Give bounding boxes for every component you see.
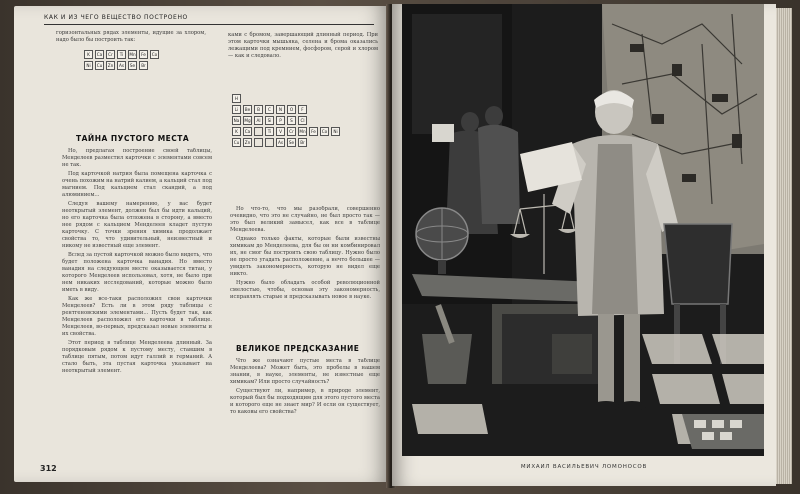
page-number: 312	[40, 464, 57, 473]
table1-row	[84, 50, 159, 59]
element-card: Cu	[233, 140, 240, 145]
col2-body-b	[230, 358, 380, 466]
element-card: Se	[129, 63, 136, 68]
paragraph: Существуют ли, например, в природе элемент, который был бы подходящим для этого пустого места и которого еще не знает мир? И если он существует, то каковы его свойства?	[230, 388, 380, 415]
table2-row	[232, 138, 340, 147]
element-card: S	[287, 116, 296, 125]
illustration-caption: МИХАИЛ ВАСИЛЬЕВИЧ ЛОМОНОСОВ	[520, 464, 648, 470]
element-card: Cl	[298, 116, 307, 125]
element-card: Si	[265, 116, 274, 125]
empty-element-card	[265, 138, 274, 147]
element-card: F	[298, 105, 307, 114]
element-card: P	[276, 116, 285, 125]
empty-element-card	[254, 138, 263, 147]
element-card: Ni	[331, 127, 340, 136]
element-card: Be	[244, 107, 251, 112]
paragraph: Нужно было обладать особой революционной смелостью, чтобы, основав эту закономерность, исправлять старые и предсказывать новое в науке.	[230, 280, 380, 300]
section-heading-1: ТАЙНА ПУСТОГО МЕСТА	[76, 134, 190, 143]
element-card: Cu	[96, 63, 103, 68]
col2-top-text: ками с бромом, завершающий длинный период. При этом карточки мышьяка, селена и брома оказались лежащими под кремнием, фосфором, серой и хлором — как и следовало.	[228, 32, 378, 59]
element-card: As	[277, 140, 284, 145]
element-card: Cr	[106, 50, 115, 59]
right-page	[392, 4, 776, 486]
element-card: Co	[151, 52, 158, 57]
element-card: Se	[288, 140, 295, 145]
paragraph: Однако только факты, которые были известны химикам до Менделеева, для бы он ни комбинировал их, не смог бы построить свою таблицу. Нужно было не просто угадать расположение, а нечто большее — увидеть закономерность, которую не видел еще никто.	[230, 236, 380, 277]
element-card: Zn	[107, 63, 114, 68]
element-table-1	[84, 50, 159, 70]
element-card: Mn	[299, 129, 306, 134]
element-card: Fe	[139, 50, 148, 59]
element-card: H	[232, 94, 241, 103]
paragraph: Но что-то, что мы разобрали, совершенно очевидно, что это не случайно, не был просто так — это был великий замысел, как все в таблице Менделеева.	[230, 206, 380, 233]
element-card: Zn	[244, 140, 251, 145]
element-card: K	[84, 50, 93, 59]
header-rule	[44, 24, 374, 25]
paragraph: Что же означают пустые места в таблице Менделеева? Может быть, это пробелы в нашем знании, в науке, элементы, не известные еще химикам? Или просто случайность?	[230, 358, 380, 385]
paragraph: Как же все-таки расположил свои карточки Менделеев? Есть ли в этом ряду таблицы с рентгеновскими элементами... Пусть будет так, как Менделеев расположил его карточки в таблице. Менделеев, во-первых, предсказал новые элементы и их свойства.	[62, 296, 212, 337]
paragraph: Но, предлагая построение своей таблицы, Менделеев разместил карточки с элементами совсем не так.	[62, 148, 212, 168]
lomonosov-illustration	[402, 4, 764, 456]
element-card: Cr	[287, 127, 296, 136]
page-edges	[776, 8, 792, 484]
empty-element-card	[254, 127, 263, 136]
table2-row	[232, 116, 340, 125]
element-card: Mn	[129, 52, 136, 57]
element-card: Ti	[117, 50, 126, 59]
element-card: N	[276, 105, 285, 114]
element-card: Na	[233, 118, 240, 123]
element-table-2	[232, 94, 340, 147]
element-card: Br	[298, 138, 307, 147]
table2-row	[232, 127, 340, 136]
paragraph: Этот период в таблице Менделеева длинный. За порядковым рядом к пустому месту, ставшим в таблице пятым, потом идут галлий и германий. А стало быть, эта пустая карточка указывает на неоткрытый элемент.	[62, 340, 212, 374]
left-page	[14, 6, 390, 482]
col2-body	[230, 206, 380, 334]
element-card: C	[265, 105, 274, 114]
element-card: K	[232, 127, 241, 136]
col1-body	[62, 148, 212, 458]
element-card: O	[287, 105, 296, 114]
table2-row	[232, 105, 340, 114]
table2-row	[232, 94, 340, 103]
table1-row	[84, 61, 159, 70]
paragraph: Под карточкой натрия была помещена карточка с очень похожим на натрий калием, а кальций стал под магнием. Под кальцием стал скандий, а под алюминием...	[62, 171, 212, 198]
running-header: КАК И ИЗ ЧЕГО ВЕЩЕСТВО ПОСТРОЕНО	[44, 14, 188, 21]
section-heading-2: ВЕЛИКОЕ ПРЕДСКАЗАНИЕ	[236, 344, 360, 353]
element-card: B	[254, 105, 263, 114]
element-card: V	[276, 127, 285, 136]
paragraph: Следуя вашему намерению, у вас будет неоткрытый элемент, должен был бы идти кальций, но его карточка была отложена в сторону, а вместо нее рядом с кальцием Менделеев кладет пустую карточку. С точки зрения химика продолжает свойства то, что удивительный, неизвестный и никому не известный еще элемент.	[62, 201, 212, 249]
element-card: Co	[321, 129, 328, 134]
element-card: Ni	[84, 61, 93, 70]
element-card: Ca	[244, 129, 251, 134]
element-card: Mg	[244, 118, 251, 123]
col1-top-text: горизонтальных рядах элементы, идущие за хлором, надо было бы построить так:	[56, 30, 206, 43]
element-card: Br	[139, 61, 148, 70]
element-card: Al	[254, 116, 263, 125]
element-card: Ti	[265, 127, 274, 136]
element-card: Li	[232, 105, 241, 114]
element-card: As	[118, 63, 125, 68]
paragraph: Вслед за пустой карточкой можно было видеть, что будет положена карточка ванадия. Но вместо ванадия на следующем месте оказывается титан, у которого Менделеев использовал, хотя, не было при нем никаких исследований, которые можно было иметь в виду.	[62, 252, 212, 293]
element-card: Fe	[309, 127, 318, 136]
element-card: Ca	[96, 52, 103, 57]
